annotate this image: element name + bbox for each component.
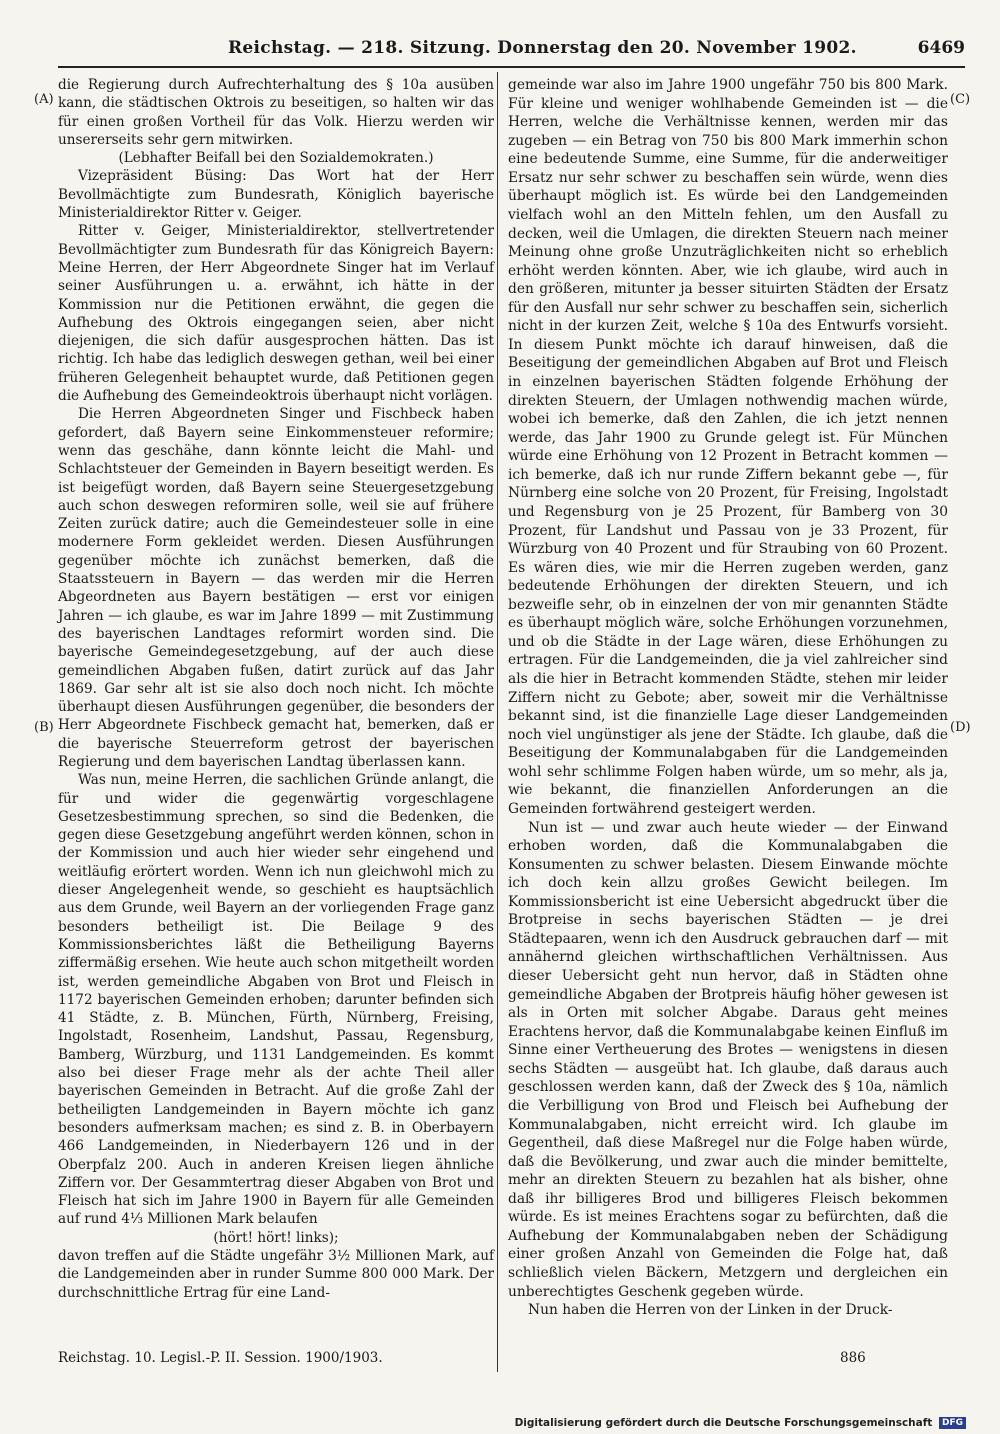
header-rule [58,66,965,68]
right-column [508,76,948,1320]
applause-note: (Lebhafter Beifall bei den Sozialdemokraten.) [118,150,434,167]
paragraph: Nun haben die Herren von der Linken in der Druck- [528,1302,893,1319]
paragraph: Was nun, meine Herren, die sachlichen Gründe anlangt, die für und wider die gegenwärtig vorgeschlagene Gesetzesbestimmung sprechen, so sind die Bedenken, die gegen diese Gesetzgebung angeführt werden können, schon in der Kommission und auch hier wieder sehr eingehend und weitläufig erörtert worden. Wenn ich nun gleichwohl mich zu dieser Angelegenheit wende, so geschieht es hauptsächlich aus dem Grunde, weil Bayern an der vorliegenden Frage ganz besonders betheiligt ist. Die Beilage 9 des Kommissionsberichtes läßt die Betheiligung Bayerns ziffermäßig ersehen. Wie heute auch schon mitgetheilt worden ist, werden gemeindliche Abgaben von Brot und Fleisch in 1172 bayerischen Gemeinden erhoben; darunter befinden sich 41 Städte, z. B. München, Fürth, Nürnberg, Freising, Ingolstadt, Rosenheim, Landshut, Passau, Regensburg, Bamberg, Würzburg, und 1131 Landgemeinden. Es kommt also bei dieser Frage mehr als der achte Theil aller bayerischen Gemeinden in Betracht. Auf die große Zahl der betheiligten Landgemeinden in Bayern möchte ich ganz besonders aufmerksam machen; es sind z. B. in Oberbayern 466 Landgemeinden, in Niederbayern 126 und in der Oberpfalz 200. Auch in anderen Kreisen liegen ähnliche Ziffern vor. Der Gesammtertrag dieser Abgaben von Brot und Fleisch hat sich im Jahre 1900 in Bayern für alle Gemeinden auf rund 4⅓ Millionen Mark belaufen [58,772,494,1228]
column-divider [497,72,498,1372]
margin-marker-b: (B) [34,720,54,735]
page-title: Reichstag. — 218. Sitzung. Donnerstag den 20. November 1902. [228,38,857,58]
footer-session-info: Reichstag. 10. Legisl.-P. II. Session. 1900/1903. [58,1350,383,1366]
interjection-note: (hört! hört! links); [213,1229,339,1246]
paragraph: die Regierung durch Aufrechterhaltung des § 10a ausüben kann, die städtischen Oktrois zu beseitigen, so halten wir das für einen großen Vortheil für das Volk. Hierzu werden wir unsererseits sehr gern mitwirken. [58,77,494,148]
digitization-credit [515,1417,966,1429]
page-number: 6469 [917,38,965,58]
credit-text: Digitalisierung gefördert durch die Deutsche Forschungsgemeinschaft [514,1417,933,1429]
paragraph: Vizepräsident Büsing: Das Wort hat der Herr Bevollmächtigte zum Bundesrath, Königlich bayerische Ministerialdirektor Ritter v. Geiger. [58,168,494,222]
footer-sheet-number: 886 [840,1350,866,1366]
paragraph: Nun ist — und zwar auch heute wieder — der Einwand erhoben worden, daß die Kommunalabgaben die Konsumenten zu schwer belasten. Diesem Einwande möchte ich doch kein allzu großes Gewicht beilegen. Im Kommissionsbericht ist eine Uebersicht abgedruckt über die Brotpreise in sechs bayerischen Städten — je drei Städtepaaren, wenn ich den Ausdruck gebrauchen darf — mit annähernd gleichen wirthschaftlichen Verhältnissen. Aus dieser Uebersicht geht nun hervor, daß in Städten ohne gemeindliche Abgaben der Brotpreis häufig höher gewesen ist als in Orten mit solcher Abgabe. Daraus geht meines Erachtens hervor, daß die Kommunalabgabe keinen Einfluß im Sinne einer Vertheuerung des Brotes — wenigstens in diesen sechs Städten — ausgeübt hat. Ich glaube, daß daraus auch geschlossen werden kann, daß der Zweck des § 10a, nämlich die Verbilligung von Brod und Fleisch bei Aufhebung der Kommunalabgaben, nicht erreicht wird. Ich glaube im Gegentheil, daß diese Maßregel nur die Folge haben würde, daß die Bevölkerung, und zwar auch die minder bemittelte, mehr an direkten Steuern zu bezahlen hat als bisher, ohne daß ihr billigeres Brod und billigeres Fleisch bekommen würde. Es ist meines Erachtens sogar zu befürchten, daß die Aufhebung der Kommunalabgaben neben der Schädigung einer großen Anzahl von Gemeinden die Folge hat, daß schließlich vielen Bäckern, Metzgern und dergleichen ein unberechtigtes Geschenk gegeben würde. [508,819,948,1300]
margin-marker-a: (A) [34,92,54,107]
margin-marker-c: (C) [950,92,971,107]
dfg-logo: DFG [939,1417,966,1429]
margin-marker-d: (D) [950,720,971,735]
paragraph: Die Herren Abgeordneten Singer und Fischbeck haben gefordert, daß Bayern seine Einkommensteuer reformire; wenn das geschähe, dann könnte leicht die Mahl- und Schlachtsteuer der Gemeinden in Bayern beseitigt werden. Es ist beigefügt worden, daß Bayern seine Steuergesetzgebung auch schon deswegen reformiren solle, weil sie auf frühere Zeiten zurück datire; auch die Gemeindesteuer solle in eine modernere Form gekleidet werden. Diesen Ausführungen gegenüber möchte ich zunächst bemerken, daß die Staatssteuern in Bayern — das werden mir die Herren Abgeordneten aus Bayern bestätigen — erst vor einigen Jahren — ich glaube, es war im Jahre 1899 — mit Zustimmung des bayerischen Landtages reformirt worden sind. Die bayerische Gemeindegesetzgebung, auf der auch diese gemeindlichen Abgaben fußen, datirt zurück auf das Jahr 1869. Gar sehr alt ist sie also doch noch nicht. Ich möchte überhaupt diesen Ausführungen gegenüber, die besonders der Herr Abgeordnete Fischbeck gemacht hat, bemerken, daß er die bayerische Steuerreform getrost der bayerischen Regierung und dem bayerischen Landtag überlassen kann. [58,406,494,770]
paragraph: davon treffen auf die Städte ungefähr 3½ Millionen Mark, auf die Landgemeinden aber in runder Summe 800 000 Mark. Der durchschnittliche Ertrag für eine Land- [58,1248,494,1301]
paragraph: Ritter v. Geiger, Ministerialdirektor, stellvertretender Bevollmächtigter zum Bundesrath für das Königreich Bayern: Meine Herren, der Herr Abgeordnete Singer hat im Verlauf seiner Ausführungen u. a. erwähnt, ich hätte in der Kommission nur die Petitionen erwähnt, die gegen die Aufhebung des Oktrois eingegangen seien, aber nicht diejenigen, die sich dafür ausgesprochen hätten. Das ist richtig. Ich habe das lediglich deswegen gethan, weil bei einer früheren Gelegenheit behauptet wurde, daß Petitionen gegen die Aufhebung des Gemeindeoktrois überhaupt nicht vorlägen. [58,223,494,405]
paragraph: gemeinde war also im Jahre 1900 ungefähr 750 bis 800 Mark. Für kleine und weniger wohlhabende Gemeinden ist — die Herren, welche die Verhältnisse kennen, werden mir das zugeben — ein Betrag von 750 bis 800 Mark immerhin schon eine bedeutende Summe, eine Summe, für die anderweitiger Ersatz nur sehr schwer zu beschaffen sein würde, wenn dies überhaupt möglich ist. Es würde bei den Landgemeinden vielfach wohl an den Mitteln fehlen, um den Ausfall zu decken, weil die Umlagen, die direkten Steuern nach meiner Meinung ohne große Unzuträglichkeiten nicht so erheblich erhöht werden könnten. Aber, wie ich glaube, wird auch in den größeren, mitunter ja besser situirten Städten der Ersatz für den Ausfall nur sehr schwer zu beschaffen sein, sicherlich nicht in der kurzen Zeit, welche § 10a des Entwurfs vorsieht. In diesem Punkt möchte ich darauf hinweisen, daß die Beseitigung der gemeindlichen Abgaben auf Brot und Fleisch in einzelnen bayerischen Städten folgende Erhöhung der direkten Steuern, der Umlagen nothwendig machen würde, wobei ich bemerke, daß den Zahlen, die ich jetzt nennen werde, das Jahr 1900 zu Grunde gelegt ist. Für München würde eine Erhöhung von 12 Prozent in Betracht kommen — ich bemerke, daß ich nur runde Ziffern bekannt gebe —, für Nürnberg eine solche von 20 Prozent, für Freising, Ingolstadt und Regensburg von je 25 Prozent, für Bamberg von 30 Prozent, für Landshut und Passau von je 33 Prozent, für Würzburg von 40 Prozent und für Straubing von 60 Prozent. Es wären dies, wie mir die Herren zugeben werden, ganz bedeutende Erhöhungen der direkten Steuern, und ich bezweifle sehr, ob in einzelnen der von mir genannten Städte es überhaupt möglich wäre, solche Erhöhungen vorzunehmen, und ob die Städte in der Lage wären, diese Erhöhungen zu ertragen. Für die Landgemeinden, die ja viel zahlreicher sind als die hier in Betracht kommenden Städte, stehen mir leider Ziffern nicht zu Gebote; aber, soweit mir die Verhältnisse bekannt sind, ist die finanzielle Lage dieser Landgemeinden noch viel ungünstiger als jene der Städte. Ich glaube, daß die Beseitigung der Kommunalabgaben für die Landgemeinden wohl sehr schlimme Folgen haben würde, um so mehr, als ja, wie bekannt, die finanziellen Anforderungen an die Gemeinden fortwährend gesteigert werden. [508,77,948,817]
page-header [60,38,965,64]
left-column [58,76,494,1302]
